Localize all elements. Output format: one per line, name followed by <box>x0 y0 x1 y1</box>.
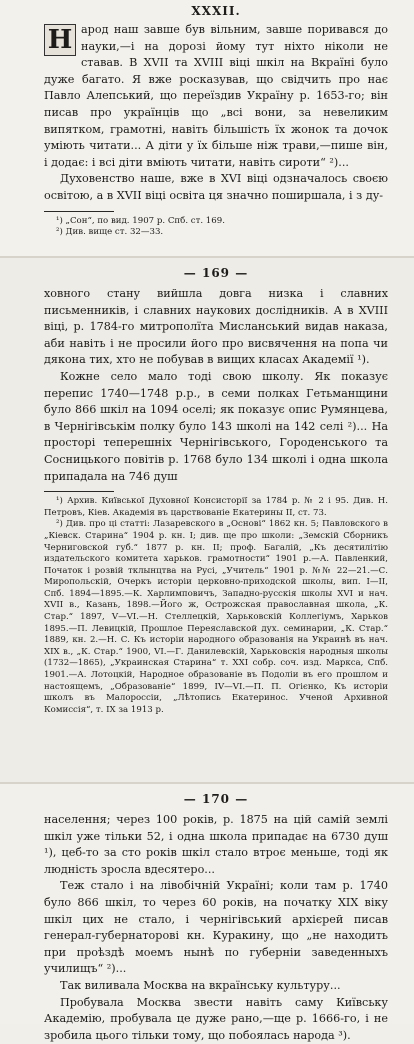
paragraph <box>44 22 388 171</box>
page-heading: XXXII. <box>191 4 241 18</box>
paragraph: Духовенство наше, вже в XVI віці одзначалось своєю освітою, а в XVII віці освіта ця значно поширшала, і з ду- <box>44 172 388 202</box>
footnotes <box>44 216 388 239</box>
body-text <box>44 22 388 205</box>
body-text <box>44 812 388 1044</box>
page-number: — 170 — <box>183 792 249 806</box>
paragraph: ховного стану вийшла довга низка і славних письменників, і славних наукових дослідників. А в XVIII віці, р. 1784-го митрополїта Мисланський видав наказа, аби навіть і не просили його про висвячення на попа чи дяконa тих, хто не побував в вищих класах Академії ¹). <box>44 287 388 367</box>
page-169 <box>0 258 414 784</box>
paragraph: Теж стало і на лівобічній Україні; коли там р. 1740 було 866 шкіл, то через 60 років, на початку XIX віку шкіл цих не стало, і чернігівський архієрей писав генерал-губернаторові кн. Куракину, що „не находить при проѣздѣ моемъ нынѣ по губерніи заведенныхъ училищъ“ ²)... <box>44 879 388 976</box>
paragraph-text: арод наш завше був вільним, завше поривався до науки,—і на дорозі йому тут ніхто ніколи не ставав. В XVII та XVIII віці шкіл на Вкраїні було дуже багато. Я вже росказував, що свідчить про нає Павло Алепський, що переїздив Україну р. 1653-го; він писав про українців що „всі вони, за невеликим випятком, грамотні, навіть більшість їх жонок та дочок уміють читати... А діти у їх більше ніж трави,—пише він, і додає: і всі діти вміють читати, навіть сироти“ ²)... <box>44 23 388 169</box>
footnote: ¹) „Сон“, по вид. 1907 р. Спб. ст. 169. <box>56 215 225 226</box>
body-text <box>44 286 388 485</box>
footnote: ¹) Архив. Київської Духовної Консисторії за 1784 р. № 2 і 95. Див. Н. Петровъ, Кіев. Академія въ царствованіе Екатерины II, ст. 73. <box>44 496 388 518</box>
footnote-rule <box>44 211 114 212</box>
drop-cap: Н <box>44 24 76 56</box>
paragraph: Кожне село мало тоді свою школу. Як показує перепис 1740—1748 р.р., в семи полках Гетьманщини було 866 шкіл на 1094 оселі; як показує опис Румянцева, в Чернігівськім полку було 143 школі на 142 селі ²)... На просторі теперешніх Чернігівського, Городенського та Сосницького повітів р. 1768 було 134 школі і одна школа припадала на 746 душ <box>44 369 388 483</box>
footnotes <box>44 496 388 716</box>
paragraph: населення; через 100 років, р. 1875 на цій самій землі шкіл уже тільки 52, і одна школа припадає на 6730 душ ¹), цеб-то за сто років шкіл стало втроє меньше, тоді як людність зросла вдесятеро... <box>44 813 388 876</box>
footnote: ²) Див. про ці статті: Лазаревского в „Основі“ 1862 кн. 5; Павловского в „Кіевск. Старина“ 1904 р. кн. I; див. ще про школи: „Земскій Сборникъ Черниговской губ.“ 1877 р. кн. II; проф. Багалій, „Къ десятилітію издательского комитета харьков. грамотности“ 1901 р.—А. Павленкий, Початок і розвій тклынцтва на Русі, „Учитель“ 1901 р. №№ 22—21.—С. Миропольскій, Очеркъ исторіи церковно-приходской школы, вип. I—II, Спб. 1894—1895.—К. Харлимповичъ, Западно-русскія школы XVI и нач. XVII в., Казань, 1898.—Його ж, Острожская православная школа, „К. Стар.“ 1897, V—VI.—Н. Стеллецкій, Харьковскій Коллегіумъ, Харьков 1895.—П. Левицкій, Прошлое Переяславской дух. семинарии, „К. Стар.“ 1889, кн. 2.—Н. С. Къ исторіи народного образованія на Украинѣ въ нач. XIX в., „К. Стар.“ 1900, VI.—Г. Данилевскій, Харьковскія народныя школы (1732—1865), „Украинская Старина“ т. XXI собр. соч. изд. Маркса, Спб. 1901.—А. Лотоцкій, Народное образованіе въ Подоліи въ его прошлом и настоящемъ, „Образованіе“ 1899, IV—VI.—П. П. Огієнко, Къ исторіи школъ въ Малороссіи, „Лѣтопись Екатеринос. Ученой Архивной Комиссія“, т. IX за 1913 р. <box>44 519 388 715</box>
page-xxxii <box>0 0 414 258</box>
paragraph: Пробувала Москва звести навіть саму Київську Академію, пробувала це дуже рано,—ще р. 1666-го, і не зробила цього тільки тому, що побоялась народа ³). <box>44 995 388 1042</box>
page-number: — 169 — <box>183 266 249 280</box>
footnote-rule <box>44 491 114 492</box>
paragraph: Так виливала Москва на вкраїнську культуру... <box>60 978 341 992</box>
page-170 <box>0 784 414 1042</box>
footnote: ²) Див. вище ст. 32—33. <box>56 227 164 238</box>
